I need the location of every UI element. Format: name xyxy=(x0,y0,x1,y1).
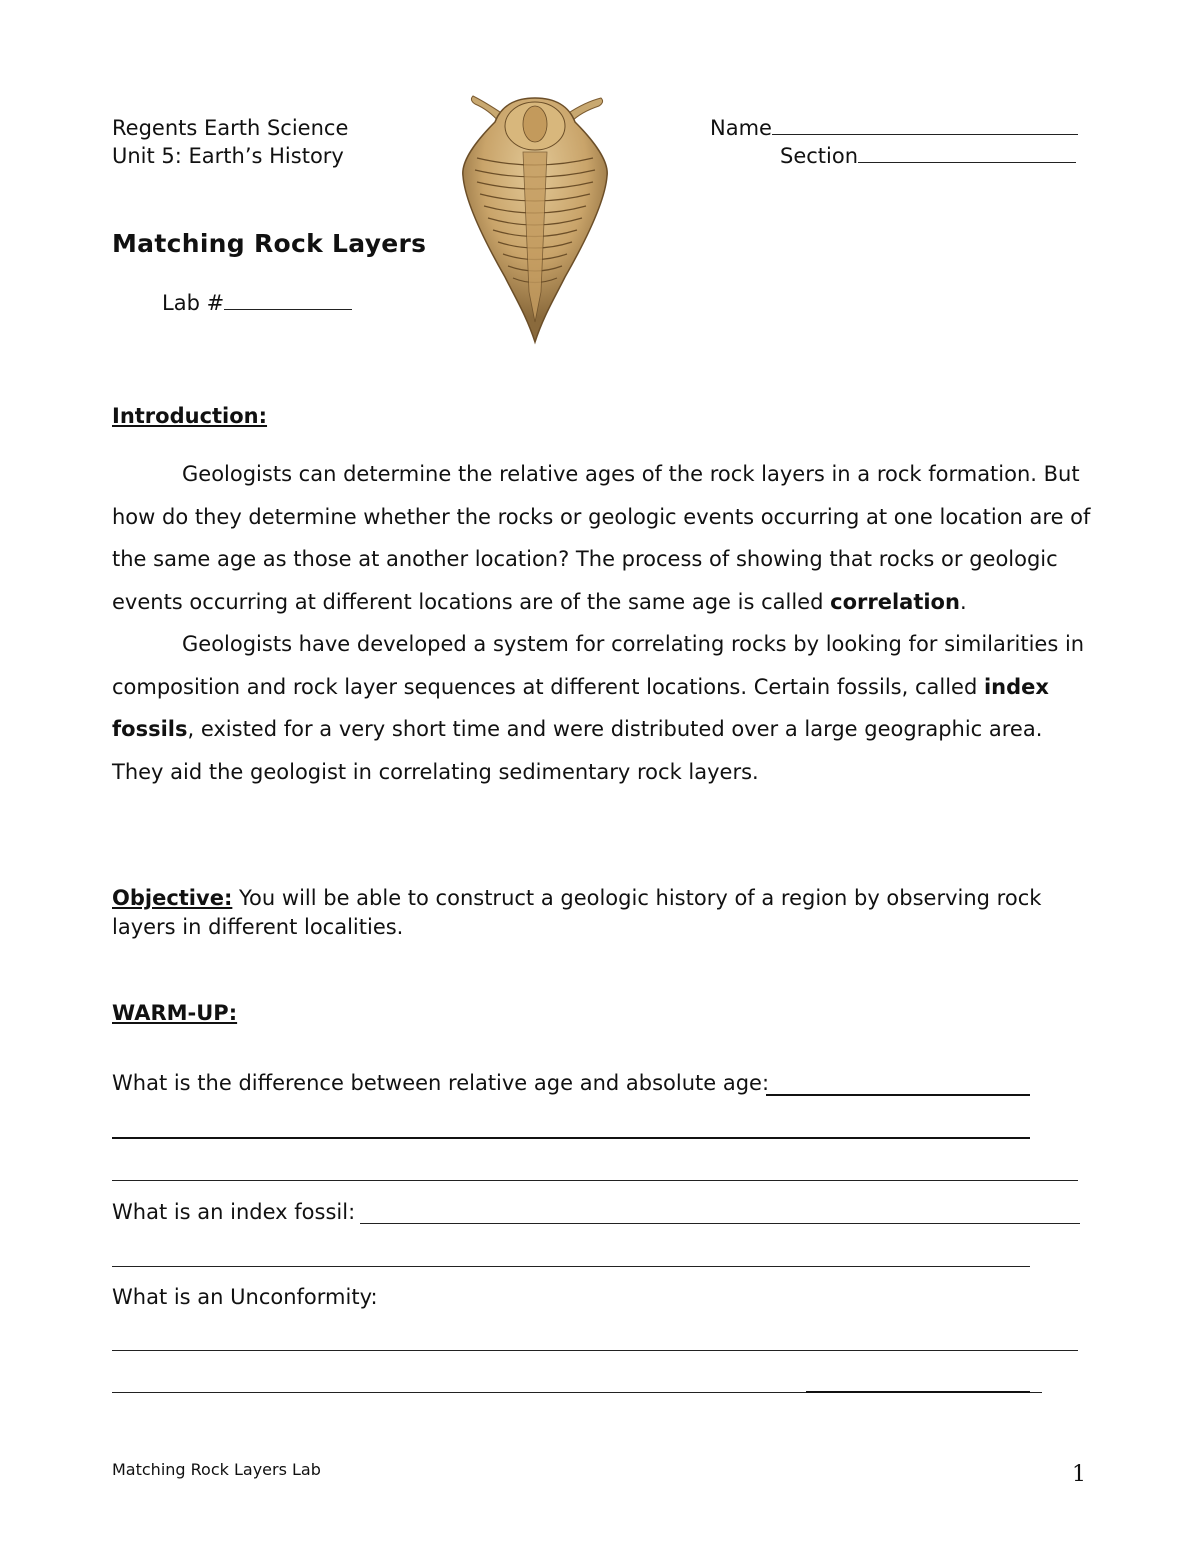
answer-line[interactable] xyxy=(766,1094,1030,1096)
answer-line[interactable] xyxy=(806,1391,1030,1393)
introduction-heading: Introduction: xyxy=(112,404,268,428)
answer-line[interactable] xyxy=(112,1180,1078,1181)
objective xyxy=(112,884,1072,942)
term-index-fossils: index fossils xyxy=(112,674,1049,741)
page-number: 1 xyxy=(1072,1462,1086,1487)
lab-number-field[interactable] xyxy=(162,291,352,315)
lab-label: Lab # xyxy=(162,291,225,315)
footer-title: Matching Rock Layers Lab xyxy=(112,1460,321,1479)
section-field[interactable] xyxy=(780,144,1076,168)
lab-number-blank[interactable] xyxy=(224,291,352,310)
warmup-heading: WARM-UP: xyxy=(112,1001,238,1025)
introduction-paragraph-1: Geologists can determine the relative ages of the rock layers in a rock formation. But how do they determine whether the rocks or geologic events occurring at one location are of the same age as those at another location? The process of showing that rocks or geologic events occurring at different locations are of the same age is called correlation. xyxy=(112,462,1091,614)
name-field[interactable] xyxy=(710,116,1078,140)
question-unconformity: What is an Unconformity: xyxy=(112,1285,378,1309)
answer-line[interactable] xyxy=(112,1137,1030,1139)
question-index-fossil: What is an index fossil: xyxy=(112,1200,356,1224)
name-label: Name xyxy=(710,116,772,140)
introduction-paragraph-2: Geologists have developed a system for correlating rocks by looking for similarities in composition and rock layer sequences at different locations. Certain fossils, called index fossils, existed for a very short time and were distributed over a large geographic area. They aid the geologist in correlating sedimentary rock layers. xyxy=(112,632,1085,784)
answer-line[interactable] xyxy=(112,1266,1030,1267)
trilobite-image xyxy=(455,92,615,347)
objective-text: You will be able to construct a geologic history of a region by observing rock layers in different localities. xyxy=(112,886,1042,939)
page-title: Matching Rock Layers xyxy=(112,229,427,258)
course-name: Regents Earth Science xyxy=(112,116,349,140)
objective-label: Objective: xyxy=(112,886,233,910)
unit-name: Unit 5: Earth’s History xyxy=(112,144,344,168)
question-relative-absolute-age: What is the difference between relative age and absolute age: xyxy=(112,1071,770,1095)
name-blank[interactable] xyxy=(772,116,1078,135)
term-correlation: correlation xyxy=(830,589,960,614)
answer-line[interactable] xyxy=(360,1223,1080,1224)
section-label: Section xyxy=(780,144,859,168)
introduction-body xyxy=(112,453,1092,793)
section-blank[interactable] xyxy=(858,144,1076,163)
answer-line[interactable] xyxy=(112,1350,1078,1351)
